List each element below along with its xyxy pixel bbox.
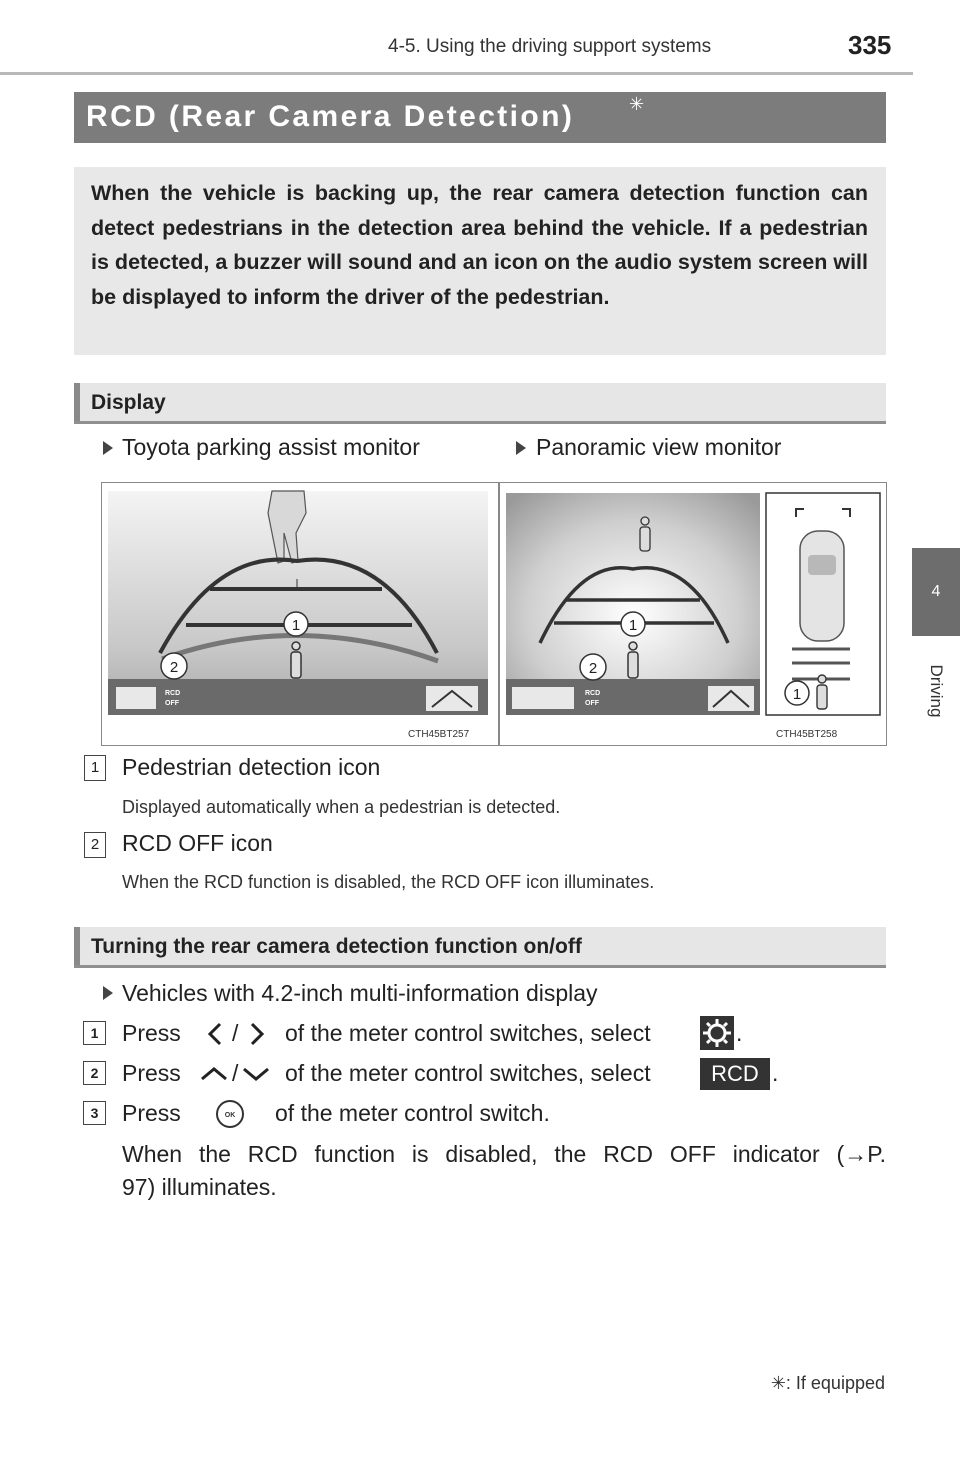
slash: /	[232, 1020, 239, 1046]
callout-number: 2	[84, 832, 106, 858]
ok-label: OK	[224, 1112, 236, 1119]
chapter-label-text: Driving	[927, 664, 946, 718]
vehicle-condition: Vehicles with 4.2-inch multi-information display	[122, 980, 598, 1006]
heading-stripe	[74, 927, 80, 965]
figure-parking-assist-monitor	[101, 482, 499, 746]
vehicle-windshield	[808, 555, 836, 575]
callout-title: Pedestrian detection icon	[122, 754, 381, 780]
callout-1-label: 1	[792, 686, 802, 703]
figure-panoramic-view-monitor	[499, 482, 887, 746]
equipped-mark: ✳	[629, 94, 645, 114]
chevron-right-icon	[246, 1021, 268, 1047]
far-pedestrian-icon	[640, 517, 650, 551]
callout-title: RCD OFF icon	[122, 830, 273, 856]
slash: /	[232, 1060, 239, 1086]
step-press: Press	[122, 1100, 181, 1126]
triangle-bullet-icon	[103, 986, 113, 1000]
heading-stripe	[74, 383, 80, 421]
callout-2-label: 2	[169, 659, 179, 676]
sensor-icon	[116, 687, 156, 709]
rcd-off-icon-off: OFF	[585, 700, 599, 707]
rcd-note-line1: When the RCD function is disabled, the RCD OFF indicator (→P.	[122, 1141, 886, 1167]
sensor-icon	[512, 687, 574, 709]
display-heading	[74, 383, 886, 424]
figure-code: CTH45BT257	[408, 729, 470, 740]
footnote-mark: ✳	[770, 1373, 786, 1393]
section-title: 4-5. Using the driving support systems	[388, 36, 712, 57]
callout-desc: When the RCD function is disabled, the RCD OFF icon illuminates.	[122, 872, 655, 892]
triangle-bullet-icon	[516, 441, 526, 455]
step-press: Press	[122, 1020, 181, 1046]
step-press: Press	[122, 1060, 181, 1086]
rcd-off-icon-off: OFF	[165, 700, 179, 707]
chevron-up-icon	[199, 1064, 229, 1084]
page-number: 335	[848, 30, 892, 60]
figure-code: CTH45BT258	[776, 729, 838, 740]
settings-gear-icon	[700, 1016, 734, 1050]
ok-button-icon	[214, 1098, 246, 1130]
callout-2-label: 2	[588, 660, 598, 677]
page-title: RCD (Rear Camera Detection)	[86, 100, 575, 133]
step-number: 2	[83, 1061, 106, 1085]
step-text: of the meter control switches, select	[285, 1060, 651, 1086]
step-number: 3	[83, 1101, 106, 1125]
callout-1-label: 1	[291, 617, 301, 634]
step-number: 1	[83, 1021, 106, 1045]
monitor-label-pvm: Panoramic view monitor	[536, 434, 782, 460]
intro-text: When the vehicle is backing up, the rear camera detection function can detect pedestrians in the detection area behind the vehicle. If a pedestrian is detected, a buzzer will sound and an icon on the audio system screen will be displayed to inform the driver of the pedestrian.	[91, 181, 868, 309]
period: .	[772, 1060, 779, 1086]
rcd-off-icon: RCD	[585, 690, 601, 697]
rcd-note-line2: 97) illuminates.	[122, 1174, 277, 1200]
period: .	[736, 1020, 743, 1046]
chevron-down-icon	[241, 1064, 271, 1084]
turning-heading-text: Turning the rear camera detection function on/off	[91, 935, 582, 958]
step-text: of the meter control switches, select	[285, 1020, 651, 1046]
footnote-text: : If equipped	[785, 1373, 885, 1393]
chevron-left-icon	[204, 1021, 226, 1047]
monitor-label-tpam: Toyota parking assist monitor	[122, 434, 420, 460]
rcd-badge-icon: RCD	[700, 1058, 770, 1090]
callout-desc: Displayed automatically when a pedestrian is detected.	[122, 797, 561, 817]
equipped-footnote	[771, 1373, 885, 1394]
rcd-off-icon: RCD	[165, 690, 181, 697]
callout-number: 1	[84, 755, 106, 781]
chapter-label	[912, 646, 960, 736]
pedestrian-detection-icon	[628, 642, 638, 678]
display-heading-text: Display	[91, 391, 166, 414]
overhead-pedestrian-icon	[817, 675, 827, 709]
vehicle-icon	[800, 531, 844, 641]
turning-heading	[74, 927, 886, 968]
parking-assist-screen	[102, 483, 498, 745]
chapter-tab[interactable]: 4	[912, 548, 960, 636]
header-rule	[0, 72, 913, 75]
callout-1-label: 1	[628, 617, 638, 634]
step-text: of the meter control switch.	[275, 1100, 550, 1126]
triangle-bullet-icon	[103, 441, 113, 455]
panoramic-view-screen	[500, 483, 886, 745]
pedestrian-detection-icon	[291, 642, 301, 678]
